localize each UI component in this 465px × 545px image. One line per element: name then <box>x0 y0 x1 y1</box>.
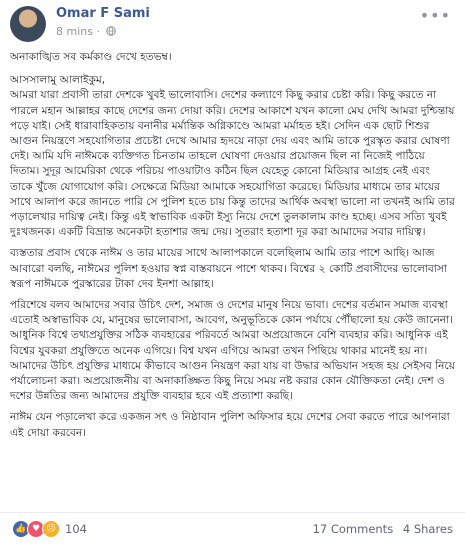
post-header <box>0 0 465 44</box>
post-footer <box>0 512 465 545</box>
post-body <box>10 50 455 447</box>
engagement-counts <box>313 522 453 536</box>
post-paragraph-3: পরিশেষে বলব আমাদের সবার উচিৎ দেশ, সমাজ ও দেশের মানুষ নিয়ে ভাবা। দেশের বর্তমান সমাজ ব্যবস্থা এতোই অস্বাভাবিক যে, মানুষের ভালোবাসা, আবেগ, অনুভূতিকে কোন পর্যায়ে পৌঁছালো হয় কেউ জানেনা। আধুনিক বিশ্বে তথ্যপ্রযুক্তির সঠিক ব্যবহারের পরিবর্তে আমরা অপ্রয়োজনে বেশি ব্যবহার করি। আধুনিক এই বিশ্বের যুবকরা প্রযুক্তিতে অনেক এগিয়ে। বিশ্ব যখন এগিয়ে আমরা তখন পিছিয়ে থাকার মানেই হয় না। আমাদের উচিৎ প্রযুক্তির মাধ্যমে কীভাবে আগুন নিয়ন্ত্রণ করা যায় বা উদ্ধার অভিযান সহজ হয় সেইসব নিয়ে পর্যালোচনা করা। অপ্রয়োজনীয় বা অনাকাঙ্ক্ষিত কিছু নিয়ে সময় নষ্ট করার কোন যৌক্তিকতা নেই। দেশ ও দশের উন্নতির জন্য আমাদের প্রযুক্তি ব্যবহার হবে এই প্রত্যাশা করছি। <box>10 299 456 403</box>
post-meta <box>56 25 116 38</box>
post-paragraph-2: ব্যস্ততার প্রবাস থেকে নাঈম ও তার মায়ের সাথে আলাপকালে বলেছিলাম আমি তার পাশে আছি। আজ আবারো বলছি, নাঈমের পুলিশ হওয়ার স্বপ্ন বাস্তবায়নে পাশে থাকব। বিশ্বের ২ কোটি প্রবাসীদের ভালোবাসা স্বরূপ নাঈমকে পুরস্কারের টাকা দেব ইনশা আল্লাহ। <box>10 247 447 290</box>
timestamp[interactable]: 8 mins <box>56 25 93 38</box>
love-icon: ♥ <box>27 520 45 538</box>
post-title: অনাকাঙ্খিত সব কর্মকাণ্ড দেখে হতভম্ব। <box>10 51 172 63</box>
post-paragraph-1: আসসালামু আলাইকুম, আমরা যারা প্রবাসী তারা দেশকে খুবই ভালোবাসি। দেশের কল্যাণে কিছু করার চেষ্টা করি। কিছু করতে না পারলে মহান আল্লাহর কাছে দেশের জন্য দোয়া করি। দেশের আকাশে যখন কালো মেঘ দেখি আমরা দুশ্চিন্তায় পড়ে যাই। সেই ধারাবাহিকতায় বনানীর মর্মান্তিক অগ্নিকাণ্ডে আমরা মর্মাহত হই। সেদিন এক ছোট শিশুর আগুন নিয়ন্ত্রণে সহযোগিতার প্রচেষ্টা দেখে আমার হৃদয়ে নাড়া দেয় এবং আমি তাকে পুরস্কৃত করার ঘোষণা দেই। আমি যদি নাঈমকে ব্যক্তিগত চিনতাম তাহলে ঘোষণা দেওয়ার প্রয়োজন ছিল না নিজেই পাঠিয়ে দিতাম। সুদূর আমেরিকা থেকে পরিচয় পাওয়াটাও কঠিন ছিল যেহেতু কোনো মিডিয়ার আগ্রহ নেই এবং তাকে খুঁজে যোগাযোগ করি। সেক্ষেত্রে মিডিয়া আমাকে সহযোগিতা করেছে। মিডিয়ার মাধ্যমে তার মায়ের সাথে আলাপ করে জানতে পারি সে পুলিশ হতে চায় কিন্তু তাদের আর্থিক অবস্থা ভালো না তখনই আমি তার পড়ালেখার দায়িত্ব নেই। কিন্তু এই স্বাভাবিক একটা ইস্যু নিয়ে দেশে তুলকালাম কাণ্ড হচ্ছে। এসব সত্যি খুবই দুঃখজনক। একটি বিভ্রান্ত অনেকটা হতাশার জন্ম দেয়। সুতরাং হতাশা দূর করা আমাদের সবার দায়িত্ব। <box>10 74 455 239</box>
meta-separator: · <box>96 25 104 38</box>
post-paragraph-4: নাঈম যেন পড়ালেখা করে একজন সৎ ও নিষ্ঠাবান পুলিশ অফিসার হয়ে দেশের সেবা করতে পারে আপনারা এই দোয়া করবেন। <box>10 411 450 439</box>
avatar[interactable] <box>10 6 46 42</box>
reactions-summary[interactable] <box>12 520 87 538</box>
like-icon: 👍 <box>12 520 30 538</box>
comments-count[interactable]: 17 Comments <box>312 522 394 536</box>
author-name[interactable]: Omar F Sami <box>56 6 150 21</box>
more-icon[interactable]: ••• <box>419 6 451 25</box>
sad-icon: ☹ <box>42 520 60 538</box>
shares-count[interactable]: 4 Shares <box>402 522 453 536</box>
reaction-count[interactable]: 104 <box>65 522 87 536</box>
globe-icon <box>106 26 116 36</box>
